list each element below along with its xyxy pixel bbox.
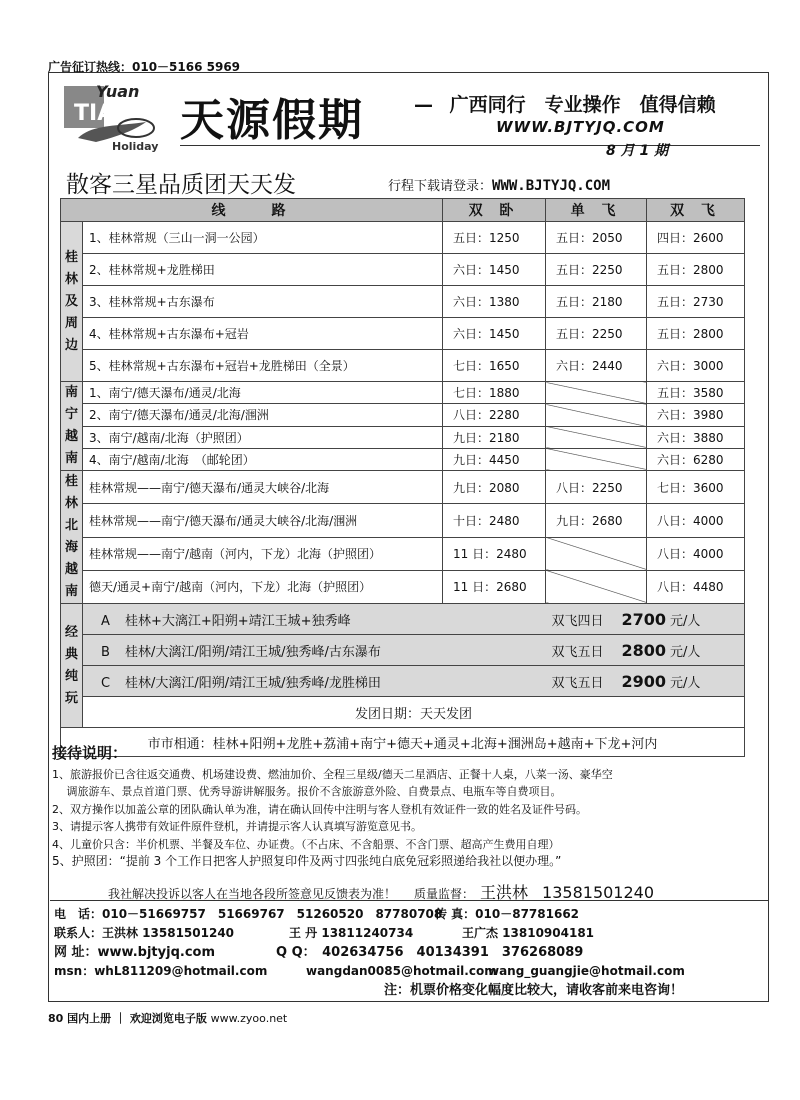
note-item: 5、护照团：“提前 3 个工作日把客人护照复印件及两寸四张纯白底免冠彩照递给我社以便办理。” [52,854,562,868]
table-row [61,471,745,504]
price-p3: 七日：3600 [647,471,745,504]
table-row [61,404,745,426]
price-p1: 六日：1450 [443,254,546,286]
table-row [61,537,745,570]
classic-route-name: 桂林/大漓江/阳朔/靖江王城/独秀峰/龙胜梯田 [125,675,381,691]
price-p1: 九日：4450 [443,448,546,470]
unavailable-cell [546,404,647,426]
unavailable-cell [546,382,647,404]
price-p1: 六日：1380 [443,286,546,318]
msn-3[interactable]: wang_guangjie@hotmail.com [488,964,685,978]
price-p3: 六日：3980 [647,404,745,426]
price-p2: 九日：2680 [546,504,647,537]
contact-block [54,905,766,1000]
download-label: 行程下载请登录： [388,179,493,194]
classic-route [83,635,546,666]
table-row [61,318,745,350]
ad-hotline: 广告征订热线：010－5166 5969 [48,60,241,74]
price-p1: 十日：2480 [443,504,546,537]
col-sleeper: 双 卧 [443,199,546,222]
header-rule [180,145,760,146]
price-p1: 七日：1650 [443,350,546,382]
table-row [61,286,745,318]
contact-person-1: 联系人：王洪林 13581501240 [54,926,235,940]
fax-number: 传 真：010－87781662 [435,907,580,921]
page-footer [48,1010,287,1026]
route-name: 5、桂林常规+古东瀑布+冠岩+龙胜梯田（全景） [83,350,443,382]
contact-person-3: 王广杰 13810904181 [462,926,595,940]
route-name: 3、南宁/越南/北海（护照团） [83,426,443,448]
phone-numbers: 电 话：010－51669757 51669767 51260520 87780708 [54,907,443,921]
brand-website[interactable]: WWW.BJTYJQ.COM [496,118,665,136]
region-label: 经典纯玩 [61,604,83,728]
msn-2[interactable]: wangdan0085@hotmail.com [306,964,497,978]
classic-route [83,604,546,635]
notes-section [52,745,772,871]
price-p1: 11 日：2680 [443,570,546,603]
note-item: 4、儿童价只含：半价机票、半餐及车位、办证费。（不占床、不含船票、不含门票、超高产生费用自理） [52,837,560,851]
unavailable-cell [546,537,647,570]
brand-name: 天源假期 [180,95,364,146]
classic-route-name: 桂林+大漓江+阳朔+靖江王城+独秀峰 [125,613,351,629]
route-name: 桂林常规——南宁/越南（河内，下龙）北海（护照团） [83,537,443,570]
unavailable-cell [546,426,647,448]
route-name: 1、南宁/德天瀑布/通灵/北海 [83,382,443,404]
price-notice: 注：机票价格变化幅度比较大，请收客前来电咨询！ [384,983,684,998]
table-row [61,426,745,448]
depart-date: 发团日期：天天发团 [83,697,745,728]
price-p3: 五日：2800 [647,318,745,350]
price-p3: 五日：2800 [647,254,745,286]
price-p3: 八日：4000 [647,537,745,570]
contact-person-2: 王 丹 13811240734 [289,926,414,940]
price-p1: 11 日：2480 [443,537,546,570]
classic-price-value: 2900 [621,671,667,691]
region-label: 南宁越南 [61,382,83,471]
region-label: 桂林及周边 [61,222,83,382]
classic-unit: 元/人 [670,613,701,629]
classic-days: 双飞五日 [551,644,604,660]
classic-price-value: 2700 [621,609,667,629]
table-row [61,254,745,286]
price-p2: 八日：2250 [546,471,647,504]
price-p2: 六日：2440 [546,350,647,382]
price-p3: 六日：6280 [647,448,745,470]
route-name: 桂林常规——南宁/德天瀑布/通灵大峡谷/北海 [83,471,443,504]
supervisor-label: 质量监督： [414,887,475,901]
route-name: 桂林常规——南宁/德天瀑布/通灵大峡谷/北海/涠洲 [83,504,443,537]
col-route: 线 路 [61,199,443,222]
classic-price [546,635,745,666]
route-name: 4、桂林常规+古东瀑布+冠岩 [83,318,443,350]
table-row [61,222,745,254]
price-p1: 九日：2080 [443,471,546,504]
price-table [60,198,745,757]
price-p1: 九日：2180 [443,426,546,448]
price-p2: 五日：2250 [546,318,647,350]
route-name: 1、桂林常规（三山一洞一公园） [83,222,443,254]
classic-price [546,666,745,697]
price-p2: 五日：2050 [546,222,647,254]
contact-divider [50,900,768,901]
price-p1: 七日：1880 [443,382,546,404]
price-p3: 五日：2730 [647,286,745,318]
footer-url[interactable]: www.zyoo.net [210,1012,288,1025]
route-name: 3、桂林常规+古东瀑布 [83,286,443,318]
page-number: 80 [48,1012,64,1025]
note-item: 3、请提示客人携带有效证件原件登机，并请提示客人认真填写游览意见书。 [52,820,422,833]
price-p3: 五日：3580 [647,382,745,404]
msn-1[interactable]: msn：whL811209@hotmail.com [54,964,268,978]
col-double-flight: 双 飞 [647,199,745,222]
route-name: 4、南宁/越南/北海 （邮轮团） [83,448,443,470]
note-item: 2、双方操作以加盖公章的团队确认单为准，请在确认回传中注明与客人登机有效证件一致的姓名及证件号码。 [52,802,587,816]
classic-price [546,604,745,635]
brand-slogan: — 广西同行 专业操作 值得信赖 [414,94,716,116]
classic-row [61,666,745,697]
classic-tag: B [101,644,110,660]
route-name: 2、桂林常规+龙胜梯田 [83,254,443,286]
price-p1: 八日：2280 [443,404,546,426]
price-p3: 四日：2600 [647,222,745,254]
price-p3: 六日：3000 [647,350,745,382]
price-p3: 八日：4000 [647,504,745,537]
supervisor-name: 王洪林 [480,883,529,902]
qq-numbers: Q Q： 402634756 40134391 376268089 [276,945,584,960]
price-p2: 五日：2250 [546,254,647,286]
classic-unit: 元/人 [670,644,701,660]
classic-unit: 元/人 [670,675,701,691]
region-label: 桂林北海越南 [61,471,83,604]
logo-holiday: Holiday [112,140,159,152]
classic-route [83,666,546,697]
page-subtitle: 散客三星品质团天天发 [66,172,296,198]
table-header [61,199,745,222]
table-row [61,350,745,382]
classic-route-name: 桂林/大漓江/阳朔/靖江王城/独秀峰/古东瀑布 [125,644,381,660]
classic-tag: C [101,675,111,691]
brand-logo [60,80,170,152]
website-link[interactable]: 网 址：www.bjtyjq.com [54,945,215,960]
classic-days: 双飞五日 [551,675,604,691]
price-p3: 八日：4480 [647,570,745,603]
col-single-flight: 单 飞 [546,199,647,222]
price-p1: 六日：1450 [443,318,546,350]
connected-cities: 市市相通：桂林+阳朔+龙胜+荔浦+南宁+德天+通灵+北海+涠洲岛+越南+下龙+河内 [61,728,745,757]
logo-tian: TIAN [74,101,133,126]
table-row [61,448,745,470]
route-name: 2、南宁/德天瀑布/通灵/北海/涠洲 [83,404,443,426]
price-p1: 五日：1250 [443,222,546,254]
price-p3: 六日：3880 [647,426,745,448]
price-p2: 五日：2180 [546,286,647,318]
note-item: 调旅游车、景点首道门票、优秀导游讲解服务。报价不含旅游意外险、自费景点、电瓶车等自费项目。 [52,785,562,798]
download-note [388,175,610,194]
classic-price-value: 2800 [621,640,667,660]
download-url[interactable]: WWW.BJTYJQ.COM [492,178,611,194]
complaint-text: 我社解决投诉以客人在当地各段所签意见反馈表为准！ [108,887,397,901]
logo-yuan: Yuan [96,82,140,101]
footer-section: 国内上册 ｜ 欢迎浏览电子版 [67,1012,207,1025]
notes-heading: 接待说明： [52,744,128,762]
classic-tag: A [101,613,110,629]
unavailable-cell [546,448,647,470]
classic-row [61,604,745,635]
depart-row [61,697,745,728]
classic-row [61,635,745,666]
table-row [61,570,745,603]
table-row [61,504,745,537]
note-item: 1、旅游报价已含往返交通费、机场建设费、燃油加价、全程三星级/德天二星酒店、正餐十人桌，八菜一汤、豪华空 [52,767,613,781]
classic-days: 双飞四日 [551,613,604,629]
unavailable-cell [546,570,647,603]
table-row [61,382,745,404]
supervisor-phone: 13581501240 [542,883,655,902]
route-name: 德天/通灵+南宁/越南（河内，下龙）北海（护照团） [83,570,443,603]
issue-number: 8 月 1 期 [606,143,669,159]
